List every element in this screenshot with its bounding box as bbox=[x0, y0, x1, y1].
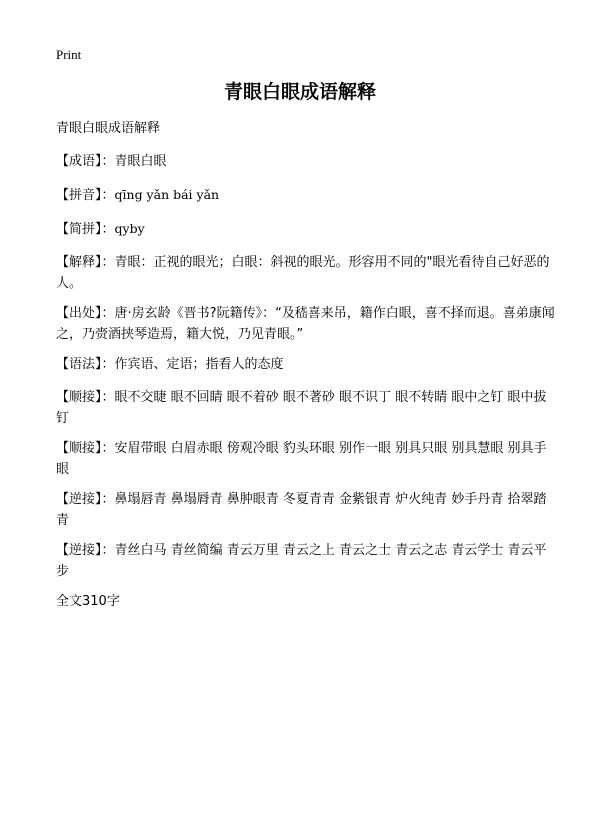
entry-value: 唐·房玄龄《晋书?阮籍传》：“及嵇喜来吊，籍作白眼，喜不择而退。喜弟康闻之，乃赍酒挟琴造焉，籍大悦，乃见青眼。” bbox=[56, 306, 555, 342]
entry-label: 【语法】 bbox=[56, 357, 102, 372]
entry-label: 【出处】 bbox=[56, 306, 102, 321]
entry-reverse-chain bbox=[56, 489, 556, 531]
entry-label: 【逆接】 bbox=[56, 543, 102, 558]
entry-forward-chain bbox=[56, 438, 556, 480]
entry-grammar bbox=[56, 354, 556, 375]
entry-pinyin bbox=[56, 184, 556, 206]
entry-separator: ： bbox=[101, 188, 115, 203]
entry-label: 【拼音】 bbox=[56, 188, 102, 203]
print-link[interactable]: Print bbox=[56, 47, 82, 62]
entry-source bbox=[56, 303, 556, 345]
entry-value: 青丝白马 青丝简编 青云万里 青云之上 青云之士 青云之志 青云学士 青云平步 bbox=[56, 543, 547, 579]
entry-separator: ： bbox=[101, 154, 115, 169]
entry-separator: ： bbox=[101, 492, 115, 507]
entry-label: 【简拼】 bbox=[56, 222, 102, 237]
entry-value: 眼不交睫 眼不回睛 眼不着砂 眼不著砂 眼不识丁 眼不转睛 眼中之钉 眼中拔钉 bbox=[56, 390, 547, 426]
entry-idiom bbox=[56, 151, 556, 172]
entry-value: 青眼白眼 bbox=[114, 154, 167, 169]
entry-label: 【顺接】 bbox=[56, 441, 102, 456]
entry-separator: ： bbox=[101, 543, 115, 558]
entry-forward-chain bbox=[56, 387, 556, 429]
article-body bbox=[56, 118, 556, 612]
entry-value: qyby bbox=[114, 221, 145, 236]
page-title: 青眼白眼成语解释 bbox=[223, 81, 376, 103]
entry-separator: ： bbox=[101, 390, 115, 405]
entry-separator: ： bbox=[101, 306, 115, 321]
entry-label: 【顺接】 bbox=[56, 390, 102, 405]
word-count: 全文310字 bbox=[56, 594, 120, 609]
entry-separator: ： bbox=[101, 441, 115, 456]
article-subtitle: 青眼白眼成语解释 bbox=[56, 121, 161, 136]
entry-label: 【解释】 bbox=[56, 255, 102, 270]
entry-reverse-chain bbox=[56, 540, 556, 582]
entry-abbreviation bbox=[56, 218, 556, 240]
entry-label: 【成语】 bbox=[56, 154, 102, 169]
entry-separator: ： bbox=[101, 222, 115, 237]
entry-separator: ： bbox=[101, 255, 115, 270]
entry-explanation bbox=[56, 252, 556, 294]
entry-value: 安眉带眼 白眉赤眼 傍观冷眼 豹头环眼 别作一眼 别具只眼 别具慧眼 别具手眼 bbox=[56, 441, 547, 477]
entry-label: 【逆接】 bbox=[56, 492, 102, 507]
entry-value: qīng yǎn bái yǎn bbox=[114, 187, 220, 202]
entry-separator: ： bbox=[101, 357, 115, 372]
entry-value: 作宾语、定语；指看人的态度 bbox=[114, 357, 284, 372]
entry-value: 鼻塌唇青 鼻塌脣青 鼻肿眼青 冬夏青青 金紫银青 炉火纯青 妙手丹青 拾翠踏青 bbox=[56, 492, 547, 528]
entry-value: 青眼：正视的眼光；白眼：斜视的眼光。形容用不同的"眼光看待自己好恶的人。 bbox=[56, 255, 550, 291]
